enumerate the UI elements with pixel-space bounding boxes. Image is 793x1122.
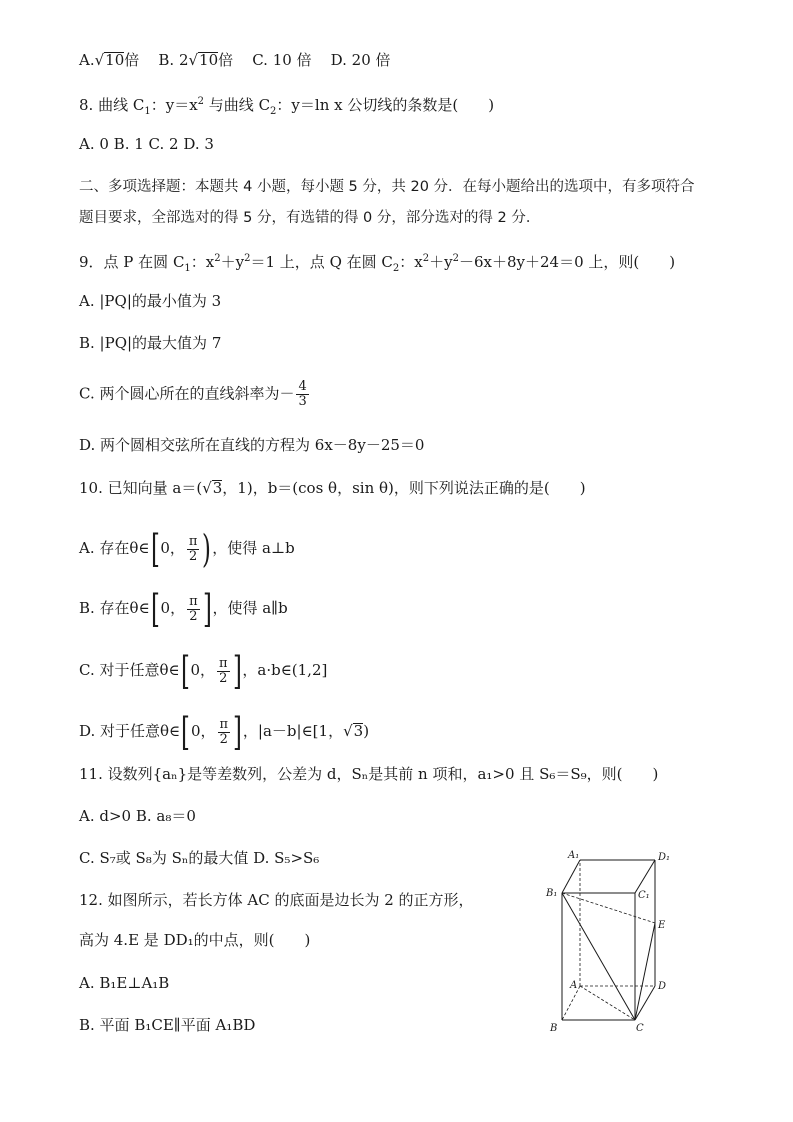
q12-option-b: B. 平面 B₁CE∥平面 A₁BD: [79, 1016, 256, 1034]
open-bracket: [: [150, 587, 160, 631]
q9-text: ＋y: [220, 253, 245, 271]
fraction-denominator: 2: [189, 548, 198, 564]
q9-text: ：x: [399, 253, 423, 271]
q10-option-a: [79, 527, 295, 571]
q9-option-a: A. |PQ|的最小值为 3: [79, 292, 222, 310]
fraction-denominator: 2: [219, 731, 228, 747]
q8-subscript: 1: [144, 106, 151, 117]
q8-text: 曲线 C: [98, 96, 145, 114]
q10-option-text: ，使得 a∥b: [212, 599, 288, 617]
q10-radicand: 3: [353, 722, 364, 740]
q9-text: ＋y: [429, 253, 453, 271]
fraction-numerator: π: [219, 655, 228, 671]
q9-text: ：x: [190, 253, 215, 271]
label-d: D: [658, 981, 667, 992]
segment-b1-c: [562, 893, 635, 1020]
sqrt-sign-icon: √: [188, 51, 199, 69]
q9-option-b: B. |PQ|的最大值为 7: [79, 334, 222, 352]
fraction: [187, 595, 200, 624]
fraction: [218, 718, 231, 747]
q8-text: 与曲线 C: [204, 96, 271, 114]
q10-stem: [79, 478, 586, 498]
q9-text: ＝1 上，点 Q 在圆 C: [250, 253, 393, 271]
q9-option-d: D. 两个圆相交弦所在直线的方程为 6x－8y－25＝0: [79, 436, 425, 454]
close-bracket: ]: [202, 587, 212, 631]
open-bracket: [: [150, 527, 160, 571]
label-c1: C₁: [638, 890, 650, 901]
label-a: A: [570, 980, 578, 991]
interval-start: 0，: [160, 539, 185, 557]
fraction-denominator: 2: [189, 608, 198, 624]
fraction-denominator: 2: [219, 670, 228, 686]
q7-option-a-label: A.: [79, 51, 95, 69]
q11-stem: 11. 设数列{aₙ}是等差数列，公差为 d，Sₙ是其前 n 项和，a₁>0 且 S₆＝S₉，则( ): [79, 765, 659, 783]
q9-superscript: 2: [422, 253, 430, 264]
hidden-segment-a-c: [580, 986, 635, 1020]
interval-start: 0，: [190, 661, 215, 679]
fraction-numerator: π: [188, 533, 198, 549]
q10-option-text: ，a·b∈(1,2]: [242, 661, 328, 679]
q10-option-text: B. 存在θ∈: [79, 599, 150, 617]
fraction: [217, 657, 230, 686]
q10-option-text: ): [363, 722, 370, 740]
interval-start: 0，: [160, 599, 186, 617]
q8-stem: [79, 92, 494, 122]
q7-option-b-suffix: 倍: [218, 51, 234, 69]
q10-option-text: ，|a－b|∈[1，: [242, 722, 344, 740]
q11-options-cd: C. S₇或 S₈为 Sₙ的最大值 D. S₅>S₆: [79, 849, 320, 867]
fraction: [296, 380, 308, 409]
q9-option-c-text: C. 两个圆心所在的直线斜率为－: [79, 384, 295, 403]
q8-text: ：y＝x: [150, 96, 198, 114]
section-2-instructions-line-1: 二、多项选择题：本题共 4 小题，每小题 5 分，共 20 分．在每小题给出的选项中，有多项符合: [79, 179, 695, 195]
q10-option-text: A. 存在θ∈: [79, 539, 150, 557]
q9-stem: [79, 249, 675, 279]
q10-option-b: [79, 587, 288, 631]
sqrt-sign-icon: √: [94, 51, 105, 69]
q10-option-text: C. 对于任意θ∈: [79, 661, 180, 679]
q9-subscript: 2: [392, 263, 400, 274]
q8-text: ：y＝ln x 公切线的条数是( ): [276, 96, 495, 114]
cuboid-figure: [540, 848, 680, 1038]
q12-stem-line-2: 高为 4.E 是 DD₁的中点，则( ): [79, 931, 311, 949]
q10-radicand: 3: [212, 479, 223, 497]
close-bracket: ]: [233, 710, 242, 754]
q7-option-c: C. 10 倍: [252, 51, 312, 69]
q10-option-text: D. 对于任意θ∈: [79, 722, 181, 740]
open-bracket: [: [181, 710, 191, 754]
fraction-numerator: π: [189, 593, 198, 609]
hidden-edge-a-b: [562, 986, 580, 1020]
q11-options-ab: A. d>0 B. a₈＝0: [79, 807, 196, 825]
q7-option-d: D. 20 倍: [330, 51, 391, 69]
q10-text: ，1)，b＝(cos θ，sin θ)，则下列说法正确的是( ): [222, 479, 586, 497]
q7-options: [79, 50, 391, 70]
q10-text: 10. 已知向量 a＝(: [79, 479, 203, 497]
close-bracket: ]: [232, 649, 242, 693]
q9-text: 9．点 P 在圆 C: [79, 253, 185, 271]
q7-option-b-coef: 2: [178, 51, 189, 69]
segment-e-c: [635, 923, 655, 1020]
q7-option-b-label: B.: [158, 51, 175, 69]
q10-option-d: [79, 710, 370, 754]
sqrt-sign-icon: √: [343, 722, 353, 740]
q9-text: －6x＋8y＋24＝0 上，则( ): [458, 253, 676, 271]
q10-option-c: [79, 649, 328, 693]
q9-option-c: [79, 380, 311, 409]
open-bracket: [: [180, 649, 190, 693]
q8-superscript: 2: [197, 96, 205, 107]
q9-superscript: 2: [214, 253, 221, 264]
q7-option-a-radicand: 10: [105, 51, 125, 69]
q7-option-a-suffix: 倍: [124, 51, 140, 69]
label-e: E: [658, 920, 666, 931]
q8-subscript: 2: [270, 106, 277, 117]
label-b1: B₁: [546, 888, 558, 899]
q10-option-text: ，使得 a⊥b: [212, 539, 295, 557]
q9-superscript: 2: [244, 253, 251, 264]
section-2-instructions-line-2: 题目要求，全部选对的得 5 分，有选错的得 0 分，部分选对的得 2 分．: [79, 210, 541, 226]
edge-d1-c1: [635, 860, 655, 893]
label-d1: D₁: [658, 852, 671, 863]
q8-number: 8.: [79, 96, 94, 114]
edge-b1-a1: [562, 860, 580, 893]
q9-subscript: 1: [184, 263, 191, 274]
q12-option-a: A. B₁E⊥A₁B: [79, 974, 170, 992]
fraction-denominator: 3: [298, 394, 307, 409]
label-a1: A₁: [568, 850, 580, 861]
label-b: B: [550, 1023, 558, 1034]
q12-stem-line-1: 12. 如图所示，若长方体 AC 的底面是边长为 2 的正方形，: [79, 891, 474, 909]
fraction: [187, 535, 200, 564]
q7-option-b-radicand: 10: [199, 51, 219, 69]
close-paren: ): [202, 527, 212, 571]
q9-superscript: 2: [452, 253, 459, 264]
label-c: C: [636, 1023, 644, 1034]
fraction-numerator: 4: [298, 379, 307, 394]
sqrt-sign-icon: √: [202, 479, 212, 497]
interval-start: 0，: [191, 722, 216, 740]
fraction-numerator: π: [219, 716, 229, 732]
q8-options: A. 0 B. 1 C. 2 D. 3: [79, 135, 214, 153]
